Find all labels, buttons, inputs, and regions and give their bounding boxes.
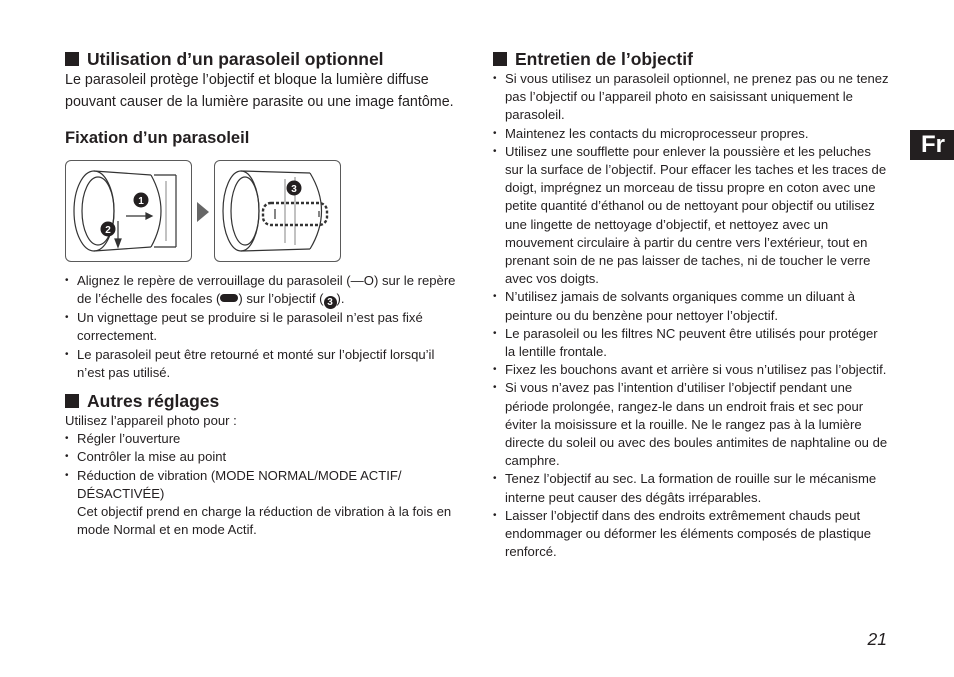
hood-figures <box>65 160 460 264</box>
section-heading-lens-hood <box>65 48 460 70</box>
figure-arrow <box>192 160 214 264</box>
callout-3-label: 3 <box>291 184 297 195</box>
callout-2-label: 2 <box>105 225 111 236</box>
lock-mark-icon: O <box>363 273 374 288</box>
focal-mark-icon <box>220 294 238 302</box>
bullet1-part-a: Alignez le repère de verrouillage du parasoleil (— <box>77 273 364 288</box>
section-heading-lens-care-text: Entretien de l’objectif <box>515 49 693 69</box>
list-item: • Fixez les bouchons avant et arrière si vous n’utilisez pas l’objectif. <box>493 361 890 379</box>
list-item: • Le parasoleil peut être retourné et monté sur l’objectif lorsqu’il n’est pas utilisé. <box>65 346 460 382</box>
figure-hood-aligned <box>214 160 341 262</box>
callout-1 <box>134 193 149 208</box>
callout-3 <box>287 181 302 196</box>
heading-square-icon <box>493 52 507 66</box>
list-item <box>65 272 460 309</box>
list-item: • Le parasoleil ou les filtres NC peuvent être utilisés pour protéger la lentille frontale. <box>493 325 890 361</box>
list-item: • Réduction de vibration (MODE NORMAL/MODE ACTIF/ DÉSACTIVÉE) <box>65 467 460 503</box>
list-item: • Un vignettage peut se produire si le parasoleil n’est pas fixé correctement. <box>65 309 460 345</box>
heading-square-icon <box>65 52 79 66</box>
other-settings-list <box>65 430 460 503</box>
figure-hood-rotate <box>65 160 192 262</box>
list-item: • Laisser l’objectif dans des endroits extrêmement chauds peut endommager ou déformer les éléments composés de plastique renforcé. <box>493 507 890 562</box>
list-item: • N’utilisez jamais de solvants organiques comme un diluant à peinture ou du benzène pour nettoyer l’objectif. <box>493 288 890 324</box>
hood-aligned-illustration <box>215 161 340 261</box>
section-heading-other-settings <box>65 390 460 412</box>
subheading-attach-hood: Fixation d’un parasoleil <box>65 129 250 147</box>
bullet1-part-b: ) sur le repère de l’échelle des focales ( <box>77 273 456 307</box>
heading-square-icon <box>65 394 79 408</box>
callout-2 <box>101 222 116 237</box>
section-heading-other-settings-text: Autres réglages <box>87 391 220 412</box>
hood-rotate-illustration <box>66 161 191 261</box>
list-item: • Si vous utilisez un parasoleil optionnel, ne prenez pas ou ne tenez pas l’objectif ou l’appareil photo en saisissant uniquement le parasoleil. <box>493 70 890 125</box>
lens-care-list <box>493 70 890 561</box>
right-column <box>493 48 890 561</box>
bullet1-part-d: ). <box>336 291 345 307</box>
attach-hood-list <box>65 272 460 382</box>
vr-note: Cet objectif prend en charge la réduction de vibration à la fois en mode Normal et en mode Actif. <box>77 504 452 538</box>
callout-1-label: 1 <box>138 196 144 207</box>
list-item: • Maintenez les contacts du microprocesseur propres. <box>493 125 890 143</box>
left-column <box>65 48 460 539</box>
list-item: • Régler l’ouverture <box>65 430 460 448</box>
lens-hood-intro: Le parasoleil protège l’objectif et bloque la lumière diffuse pouvant causer de la lumière parasite ou une image fantôme. <box>65 72 454 110</box>
list-item: • Tenez l’objectif au sec. La formation de rouille sur le mécanisme interne peut causer des dégâts irréparables. <box>493 470 890 506</box>
bullet1-part-c: ) sur l’objectif ( <box>238 291 324 307</box>
callout-3-inline-icon: 3 <box>324 296 337 309</box>
other-settings-intro: Utilisez l’appareil photo pour : <box>65 413 237 429</box>
section-heading-lens-hood-text: Utilisation d’un parasoleil optionnel <box>87 49 384 69</box>
list-item: • Contrôler la mise au point <box>65 448 460 466</box>
list-item: • Utilisez une soufflette pour enlever la poussière et les peluches sur la surface de l’objectif. Pour effacer les taches et les traces de doigt, imprégnez un morceau de tissu propre en coton avec une petite quantité d’éthanol ou de nettoyant pour objectif ou utilisez une lingette de nettoyage d’objectif, et nettoyez avec un mouvement circulaire à partir du centre vers l’extérieur, tout en prenant soin de ne pas laisser de taches, ni de toucher le verre avec vos doigts. <box>493 143 890 289</box>
play-arrow-icon <box>196 201 210 223</box>
list-item: • Si vous n’avez pas l’intention d’utiliser l’objectif pendant une période prolongée, rangez-le dans un endroit frais et sec pour éviter la moisissure et la rouille. Ne le rangez pas à la lumière directe du soleil ou avec des boules antimites de naphtaline ou de camphre. <box>493 379 890 470</box>
section-heading-lens-care <box>493 48 890 70</box>
page-number: 21 <box>867 629 887 649</box>
language-tab: Fr <box>910 130 954 160</box>
